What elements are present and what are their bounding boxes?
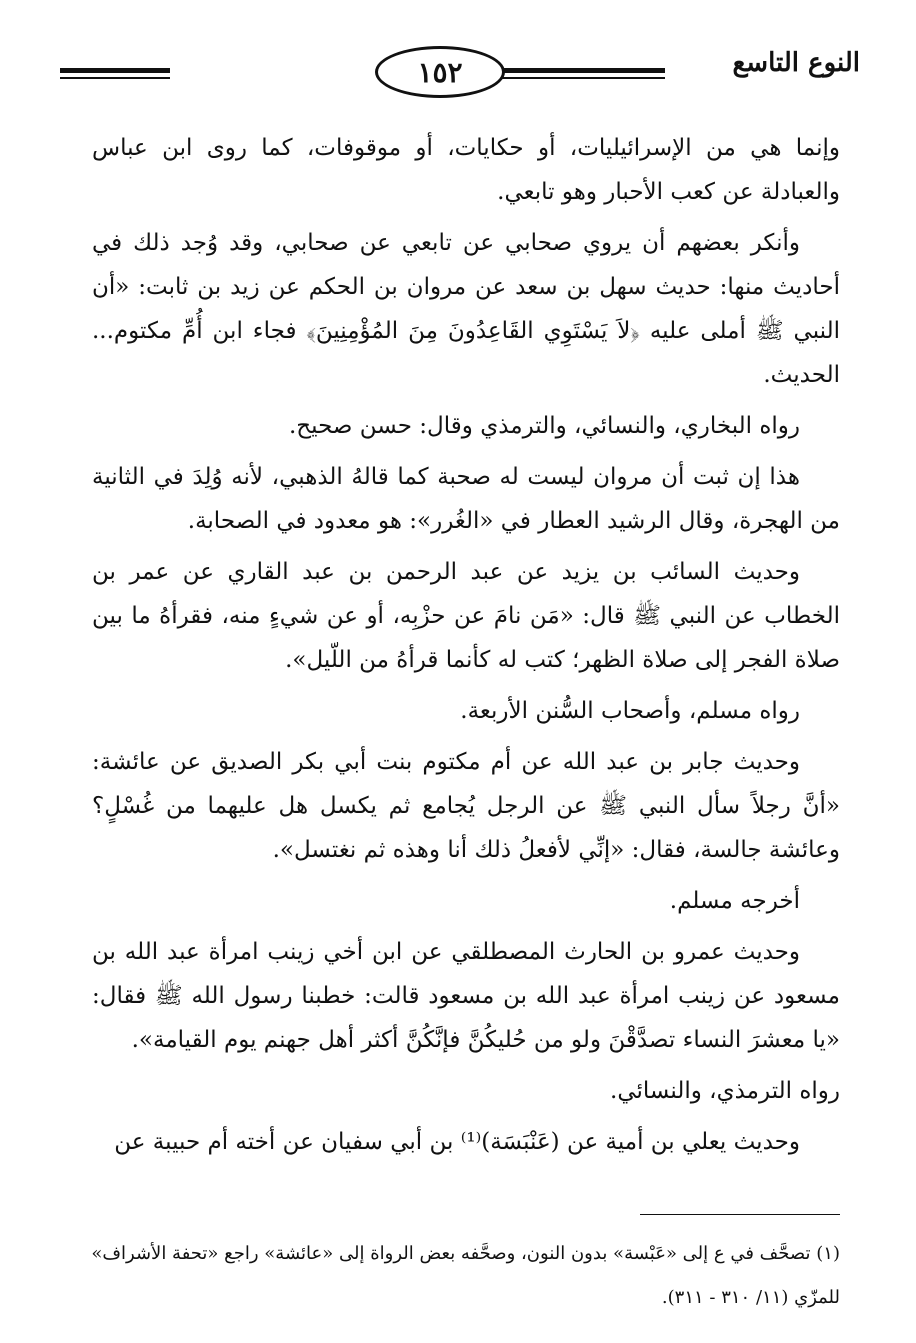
paragraph-10: رواه الترمذي، والنسائي.: [610, 1078, 840, 1104]
header-rule: [502, 68, 665, 73]
footnote-1: (١) تصحَّف في ع إلى «عَبْسة» بدون النون، وصحَّفه بعض الرواة إلى «عائشة» راجع «تحفة الأشراف» للمزّي (١١/ ٣١٠ - ٣١١).: [91, 1243, 840, 1308]
paragraph-8: أخرجه مسلم.: [669, 888, 800, 914]
paragraph-5: وحديث السائب بن يزيد عن عبد الرحمن بن عبد القاري عن عمر بن الخطاب عن النبي ﷺ قال: «مَن نامَ عن حزْبِه، أو عن شيءٍ منه، فقرأهُ ما بين صلاة الفجر إلى صلاة الظهر؛ كتب له كأنما قرأهُ من اللّيل».: [92, 559, 840, 673]
header-rule-thin: [502, 77, 665, 79]
running-header: [60, 40, 860, 110]
paragraph-6: رواه مسلم، وأصحاب السُّنن الأربعة.: [460, 698, 800, 724]
page-number: ١٥٢: [375, 46, 505, 98]
chapter-title: النوع التاسع: [732, 48, 860, 78]
header-rule-left: [60, 68, 170, 73]
paragraph-11: وحديث يعلي بن أمية عن (عَنْبَسَة)⁽¹⁾ بن أبي سفيان عن أخته أم حبيبة عن: [114, 1129, 800, 1155]
paragraph-7: وحديث جابر بن عبد الله عن أم مكتوم بنت أبي بكر الصديق عن عائشة: «أنَّ رجلاً سأل النبي ﷺ عن الرجل يُجامع ثم يكسل هل عليهما من غُسْلٍ؟ وعائشة جالسة، فقال: «إنِّي لأفعلُ ذلك أنا وهذه ثم نغتسل».: [92, 749, 840, 863]
header-rule-left-thin: [60, 77, 170, 79]
paragraph-3: رواه البخاري، والنسائي، والترمذي وقال: حسن صحيح.: [288, 413, 800, 439]
footnote-separator: [640, 1214, 840, 1215]
paragraph-1: وإنما هي من الإسرائيليات، أو حكايات، أو موقوفات، كما روى ابن عباس والعبادلة عن كعب الأحبار وهو تابعي.: [92, 135, 840, 205]
page-body: [92, 126, 840, 1171]
paragraph-9: وحديث عمرو بن الحارث المصطلقي عن ابن أخي زينب امرأة عبد الله بن مسعود عن زينب امرأة عبد الله بن مسعود قالت: خطبنا رسول الله ﷺ فقال: «يا معشرَ النساء تصدَّقْنَ ولو من حُليكُنَّ فإنَّكُنَّ أكثر أهل جهنم يوم القيامة».: [92, 939, 840, 1053]
paragraph-4: هذا إن ثبت أن مروان ليست له صحبة كما قالهُ الذهبي، لأنه وُلِدَ في الثانية من الهجرة، وقال الرشيد العطار في «الغُرر»: هو معدود في الصحابة.: [92, 464, 840, 534]
paragraph-2: وأنكر بعضهم أن يروي صحابي عن تابعي عن صحابي، وقد وُجد ذلك في أحاديث منها: حديث سهل بن سعد عن مروان بن الحكم عن زيد بن ثابت: «أن النبي ﷺ أملى عليه ﴿لاَ يَسْتَوِي القَاعِدُونَ مِنَ المُؤْمِنِينَ﴾ فجاء ابن أُمِّ مكتوم... الحديث.: [92, 230, 840, 388]
